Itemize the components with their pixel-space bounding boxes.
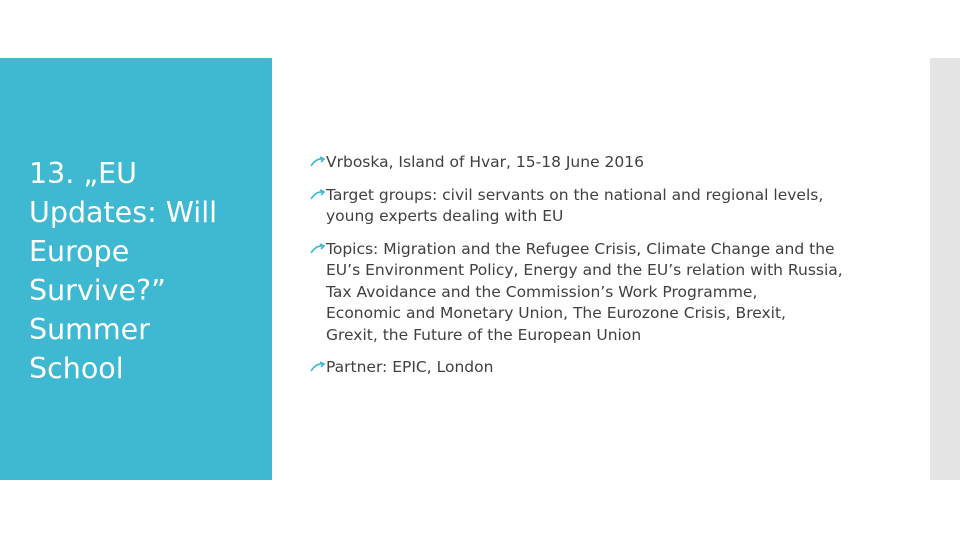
bullet-item-topics	[310, 239, 900, 347]
side-strip	[930, 58, 960, 480]
bullet-text: Grexit, the Future of the European Union	[326, 325, 642, 344]
title-line: School	[29, 352, 124, 385]
bullet-text: Topics: Migration and the Refugee Crisis, Climate Change and the	[326, 239, 835, 258]
bullet-item-location	[310, 152, 900, 174]
bullet-item-target-groups	[310, 185, 900, 228]
bullet-item-partner	[310, 357, 900, 379]
bullet-text: Target groups: civil servants on the national and regional levels,	[326, 185, 824, 204]
arrow-bullet-icon	[310, 243, 326, 255]
bullet-text: EU’s Environment Policy, Energy and the EU’s relation with Russia,	[326, 261, 843, 279]
bullet-text: young experts dealing with EU	[326, 207, 564, 225]
title-line: Europe	[29, 235, 130, 268]
arrow-bullet-icon	[310, 189, 326, 201]
title-line: 13. „EU	[29, 157, 138, 190]
bullet-text: Economic and Monetary Union, The Eurozone Crisis, Brexit,	[326, 304, 786, 322]
title-line: Summer	[29, 313, 150, 346]
arrow-bullet-icon	[310, 156, 326, 168]
title-line: Updates: Will	[29, 196, 218, 229]
title-line: Survive?”	[29, 274, 166, 307]
slide-title	[29, 154, 269, 388]
arrow-bullet-icon	[310, 361, 326, 373]
bullet-text: Tax Avoidance and the Commission’s Work Programme,	[326, 282, 758, 301]
bullet-list	[310, 152, 900, 390]
bullet-text: Vrboska, Island of Hvar, 15-18 June 2016	[326, 153, 644, 171]
bullet-text: Partner: EPIC, London	[326, 358, 494, 376]
